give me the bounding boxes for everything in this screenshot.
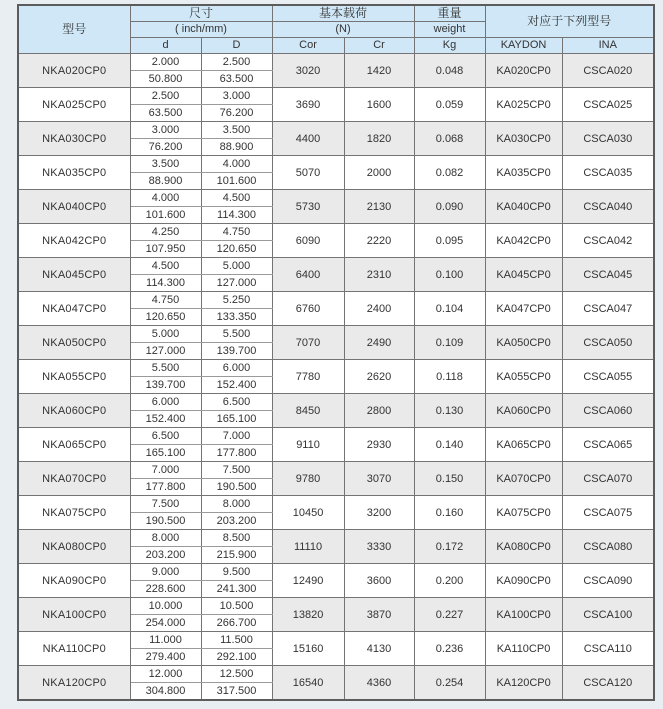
cr-cell: 3870	[344, 598, 414, 632]
kaydon-cell: KA075CP0	[485, 496, 562, 530]
ina-cell: CSCA090	[562, 564, 654, 598]
spec-row	[18, 428, 654, 445]
D-inch-cell: 4.500	[201, 190, 272, 207]
D-mm-cell: 292.100	[201, 649, 272, 666]
d-inch-cell: 11.000	[130, 632, 201, 649]
ina-cell: CSCA100	[562, 598, 654, 632]
cor-cell: 7780	[272, 360, 344, 394]
D-mm-cell: 101.600	[201, 173, 272, 190]
D-mm-cell: 165.100	[201, 411, 272, 428]
d-inch-cell: 4.000	[130, 190, 201, 207]
ina-cell: CSCA035	[562, 156, 654, 190]
cor-cell: 9780	[272, 462, 344, 496]
ina-cell: CSCA030	[562, 122, 654, 156]
D-mm-cell: 76.200	[201, 105, 272, 122]
header-ina: INA	[562, 38, 654, 54]
kaydon-cell: KA020CP0	[485, 54, 562, 88]
D-mm-cell: 114.300	[201, 207, 272, 224]
cor-cell: 13820	[272, 598, 344, 632]
cor-cell: 3020	[272, 54, 344, 88]
kaydon-cell: KA035CP0	[485, 156, 562, 190]
cr-cell: 2220	[344, 224, 414, 258]
kaydon-cell: KA045CP0	[485, 258, 562, 292]
kg-cell: 0.104	[414, 292, 485, 326]
kaydon-cell: KA040CP0	[485, 190, 562, 224]
d-inch-cell: 4.500	[130, 258, 201, 275]
d-mm-cell: 165.100	[130, 445, 201, 462]
kg-cell: 0.200	[414, 564, 485, 598]
table-header	[18, 5, 654, 54]
ina-cell: CSCA055	[562, 360, 654, 394]
d-inch-cell: 2.500	[130, 88, 201, 105]
d-mm-cell: 139.700	[130, 377, 201, 394]
ina-cell: CSCA110	[562, 632, 654, 666]
kg-cell: 0.100	[414, 258, 485, 292]
spec-row	[18, 632, 654, 649]
D-mm-cell: 266.700	[201, 615, 272, 632]
cr-cell: 1420	[344, 54, 414, 88]
cor-cell: 16540	[272, 666, 344, 701]
d-mm-cell: 152.400	[130, 411, 201, 428]
cor-cell: 12490	[272, 564, 344, 598]
ina-cell: CSCA050	[562, 326, 654, 360]
d-inch-cell: 10.000	[130, 598, 201, 615]
header-corresponding-models: 对应于下列型号	[485, 5, 654, 38]
spec-row	[18, 224, 654, 241]
D-inch-cell: 4.000	[201, 156, 272, 173]
d-mm-cell: 304.800	[130, 683, 201, 701]
cr-cell: 4360	[344, 666, 414, 701]
d-inch-cell: 4.250	[130, 224, 201, 241]
d-mm-cell: 228.600	[130, 581, 201, 598]
model-cell: NKA020CP0	[18, 54, 130, 88]
cor-cell: 6400	[272, 258, 344, 292]
D-mm-cell: 120.650	[201, 241, 272, 258]
spec-row	[18, 292, 654, 309]
d-mm-cell: 88.900	[130, 173, 201, 190]
model-cell: NKA070CP0	[18, 462, 130, 496]
D-mm-cell: 203.200	[201, 513, 272, 530]
d-mm-cell: 203.200	[130, 547, 201, 564]
D-mm-cell: 241.300	[201, 581, 272, 598]
d-mm-cell: 279.400	[130, 649, 201, 666]
ina-cell: CSCA080	[562, 530, 654, 564]
D-inch-cell: 6.000	[201, 360, 272, 377]
cr-cell: 3200	[344, 496, 414, 530]
D-inch-cell: 7.000	[201, 428, 272, 445]
spec-row	[18, 156, 654, 173]
header-weight-en: weight	[414, 22, 485, 38]
kg-cell: 0.130	[414, 394, 485, 428]
model-cell: NKA040CP0	[18, 190, 130, 224]
cr-cell: 3600	[344, 564, 414, 598]
ina-cell: CSCA040	[562, 190, 654, 224]
cr-cell: 3070	[344, 462, 414, 496]
kg-cell: 0.082	[414, 156, 485, 190]
d-mm-cell: 114.300	[130, 275, 201, 292]
cr-cell: 2490	[344, 326, 414, 360]
ina-cell: CSCA020	[562, 54, 654, 88]
cor-cell: 4400	[272, 122, 344, 156]
D-mm-cell: 133.350	[201, 309, 272, 326]
kg-cell: 0.150	[414, 462, 485, 496]
spec-row	[18, 360, 654, 377]
d-mm-cell: 101.600	[130, 207, 201, 224]
model-cell: NKA042CP0	[18, 224, 130, 258]
D-mm-cell: 63.500	[201, 71, 272, 88]
D-inch-cell: 8.000	[201, 496, 272, 513]
D-mm-cell: 317.500	[201, 683, 272, 701]
d-mm-cell: 127.000	[130, 343, 201, 360]
d-mm-cell: 107.950	[130, 241, 201, 258]
cor-cell: 10450	[272, 496, 344, 530]
ina-cell: CSCA120	[562, 666, 654, 701]
kaydon-cell: KA080CP0	[485, 530, 562, 564]
ina-cell: CSCA060	[562, 394, 654, 428]
model-cell: NKA047CP0	[18, 292, 130, 326]
kaydon-cell: KA060CP0	[485, 394, 562, 428]
spec-row	[18, 88, 654, 105]
D-mm-cell: 88.900	[201, 139, 272, 156]
cr-cell: 1820	[344, 122, 414, 156]
kg-cell: 0.254	[414, 666, 485, 701]
D-mm-cell: 215.900	[201, 547, 272, 564]
d-mm-cell: 50.800	[130, 71, 201, 88]
D-inch-cell: 3.500	[201, 122, 272, 139]
kg-cell: 0.059	[414, 88, 485, 122]
cr-cell: 2130	[344, 190, 414, 224]
d-inch-cell: 6.000	[130, 394, 201, 411]
model-cell: NKA025CP0	[18, 88, 130, 122]
cor-cell: 8450	[272, 394, 344, 428]
D-inch-cell: 5.500	[201, 326, 272, 343]
cor-cell: 6090	[272, 224, 344, 258]
D-mm-cell: 139.700	[201, 343, 272, 360]
kaydon-cell: KA120CP0	[485, 666, 562, 701]
header-cr: Cr	[344, 38, 414, 54]
spec-row	[18, 666, 654, 683]
cor-cell: 15160	[272, 632, 344, 666]
d-inch-cell: 8.000	[130, 530, 201, 547]
D-inch-cell: 10.500	[201, 598, 272, 615]
cor-cell: 9110	[272, 428, 344, 462]
cr-cell: 1600	[344, 88, 414, 122]
kaydon-cell: KA100CP0	[485, 598, 562, 632]
D-inch-cell: 8.500	[201, 530, 272, 547]
d-inch-cell: 6.500	[130, 428, 201, 445]
d-mm-cell: 190.500	[130, 513, 201, 530]
cor-cell: 11110	[272, 530, 344, 564]
D-mm-cell: 152.400	[201, 377, 272, 394]
cr-cell: 2310	[344, 258, 414, 292]
d-mm-cell: 254.000	[130, 615, 201, 632]
spec-row	[18, 598, 654, 615]
d-mm-cell: 76.200	[130, 139, 201, 156]
cor-cell: 5070	[272, 156, 344, 190]
header-cor: Cor	[272, 38, 344, 54]
d-inch-cell: 12.000	[130, 666, 201, 683]
spec-row	[18, 564, 654, 581]
kaydon-cell: KA042CP0	[485, 224, 562, 258]
cor-cell: 7070	[272, 326, 344, 360]
model-cell: NKA075CP0	[18, 496, 130, 530]
kg-cell: 0.095	[414, 224, 485, 258]
cor-cell: 3690	[272, 88, 344, 122]
model-cell: NKA045CP0	[18, 258, 130, 292]
spec-row	[18, 496, 654, 513]
D-inch-cell: 2.500	[201, 54, 272, 71]
d-inch-cell: 2.000	[130, 54, 201, 71]
ina-cell: CSCA047	[562, 292, 654, 326]
cr-cell: 2620	[344, 360, 414, 394]
D-inch-cell: 11.500	[201, 632, 272, 649]
d-inch-cell: 3.500	[130, 156, 201, 173]
model-cell: NKA120CP0	[18, 666, 130, 701]
spec-row	[18, 122, 654, 139]
bearing-spec-table	[17, 4, 655, 701]
cr-cell: 2930	[344, 428, 414, 462]
spec-row	[18, 462, 654, 479]
cr-cell: 4130	[344, 632, 414, 666]
kaydon-cell: KA090CP0	[485, 564, 562, 598]
ina-cell: CSCA070	[562, 462, 654, 496]
D-mm-cell: 127.000	[201, 275, 272, 292]
kaydon-cell: KA047CP0	[485, 292, 562, 326]
kg-cell: 0.140	[414, 428, 485, 462]
kaydon-cell: KA025CP0	[485, 88, 562, 122]
kg-cell: 0.160	[414, 496, 485, 530]
d-mm-cell: 177.800	[130, 479, 201, 496]
D-inch-cell: 5.000	[201, 258, 272, 275]
kg-cell: 0.118	[414, 360, 485, 394]
kg-cell: 0.227	[414, 598, 485, 632]
header-kaydon: KAYDON	[485, 38, 562, 54]
cr-cell: 2000	[344, 156, 414, 190]
D-inch-cell: 5.250	[201, 292, 272, 309]
kaydon-cell: KA070CP0	[485, 462, 562, 496]
kaydon-cell: KA050CP0	[485, 326, 562, 360]
d-inch-cell: 7.000	[130, 462, 201, 479]
kaydon-cell: KA055CP0	[485, 360, 562, 394]
model-cell: NKA060CP0	[18, 394, 130, 428]
header-model: 型号	[18, 5, 130, 54]
d-inch-cell: 4.750	[130, 292, 201, 309]
model-cell: NKA035CP0	[18, 156, 130, 190]
cor-cell: 6760	[272, 292, 344, 326]
ina-cell: CSCA065	[562, 428, 654, 462]
spec-row	[18, 190, 654, 207]
model-cell: NKA110CP0	[18, 632, 130, 666]
D-inch-cell: 3.000	[201, 88, 272, 105]
header-size-unit: ( inch/mm)	[130, 22, 272, 38]
spec-row	[18, 258, 654, 275]
cr-cell: 2800	[344, 394, 414, 428]
d-inch-cell: 3.000	[130, 122, 201, 139]
cr-cell: 2400	[344, 292, 414, 326]
ina-cell: CSCA042	[562, 224, 654, 258]
kg-cell: 0.090	[414, 190, 485, 224]
header-basic-load: 基本载荷	[272, 5, 414, 22]
header-size: 尺寸	[130, 5, 272, 22]
model-cell: NKA090CP0	[18, 564, 130, 598]
kg-cell: 0.068	[414, 122, 485, 156]
model-cell: NKA030CP0	[18, 122, 130, 156]
kg-cell: 0.236	[414, 632, 485, 666]
D-inch-cell: 12.500	[201, 666, 272, 683]
header-d: d	[130, 38, 201, 54]
spec-row	[18, 394, 654, 411]
kaydon-cell: KA065CP0	[485, 428, 562, 462]
model-cell: NKA100CP0	[18, 598, 130, 632]
model-cell: NKA055CP0	[18, 360, 130, 394]
D-inch-cell: 4.750	[201, 224, 272, 241]
table-body	[18, 54, 654, 701]
D-inch-cell: 7.500	[201, 462, 272, 479]
D-mm-cell: 190.500	[201, 479, 272, 496]
kaydon-cell: KA030CP0	[485, 122, 562, 156]
header-row-1	[18, 5, 654, 22]
kg-cell: 0.048	[414, 54, 485, 88]
D-inch-cell: 6.500	[201, 394, 272, 411]
d-inch-cell: 9.000	[130, 564, 201, 581]
header-load-unit: (N)	[272, 22, 414, 38]
d-mm-cell: 63.500	[130, 105, 201, 122]
ina-cell: CSCA045	[562, 258, 654, 292]
ina-cell: CSCA025	[562, 88, 654, 122]
model-cell: NKA050CP0	[18, 326, 130, 360]
model-cell: NKA065CP0	[18, 428, 130, 462]
d-inch-cell: 5.000	[130, 326, 201, 343]
kg-cell: 0.109	[414, 326, 485, 360]
spec-row	[18, 54, 654, 71]
cr-cell: 3330	[344, 530, 414, 564]
header-weight-cn: 重量	[414, 5, 485, 22]
header-kg: Kg	[414, 38, 485, 54]
header-D: D	[201, 38, 272, 54]
D-mm-cell: 177.800	[201, 445, 272, 462]
spec-row	[18, 326, 654, 343]
cor-cell: 5730	[272, 190, 344, 224]
ina-cell: CSCA075	[562, 496, 654, 530]
model-cell: NKA080CP0	[18, 530, 130, 564]
spec-row	[18, 530, 654, 547]
D-inch-cell: 9.500	[201, 564, 272, 581]
d-inch-cell: 5.500	[130, 360, 201, 377]
d-mm-cell: 120.650	[130, 309, 201, 326]
kaydon-cell: KA110CP0	[485, 632, 562, 666]
kg-cell: 0.172	[414, 530, 485, 564]
d-inch-cell: 7.500	[130, 496, 201, 513]
